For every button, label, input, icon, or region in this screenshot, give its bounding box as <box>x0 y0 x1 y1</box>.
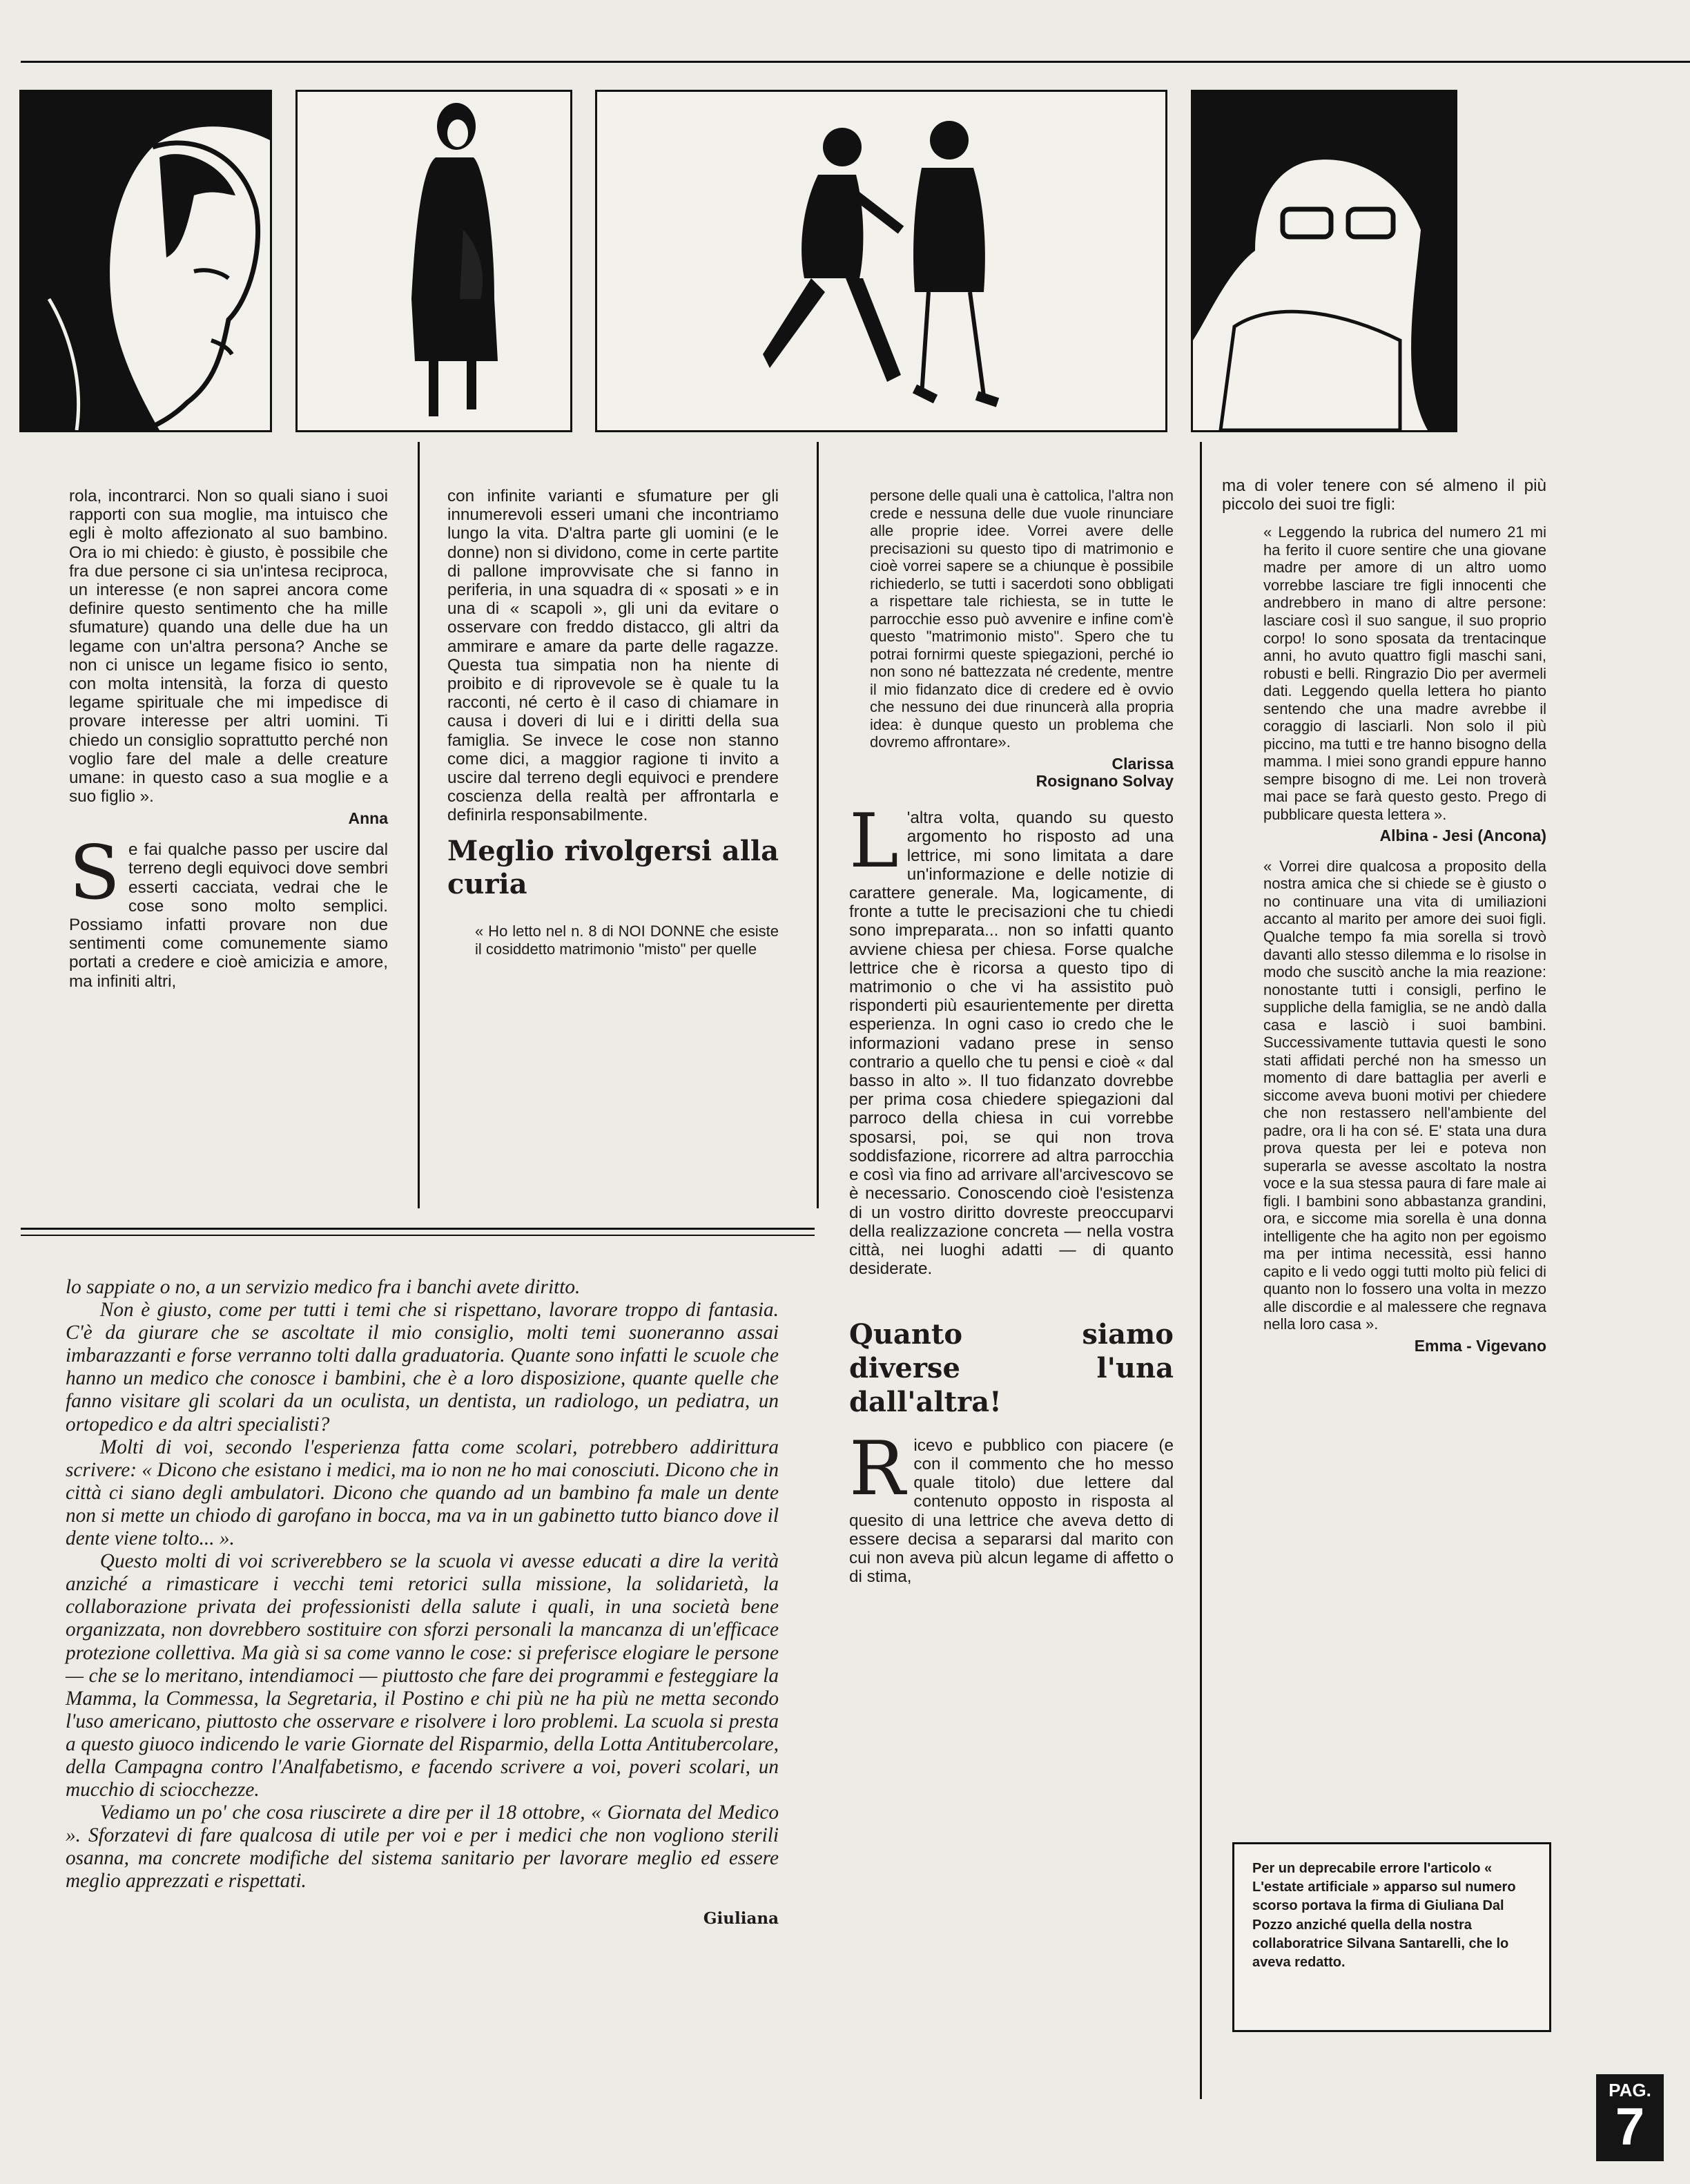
bottom-article-rule <box>21 1228 815 1230</box>
signature-emma: Emma - Vigevano <box>1414 1336 1546 1355</box>
drop-cap-l: L <box>849 798 899 885</box>
article-paragraph-2: Non è giusto, come per tutti i temi che si rispettano, lavorare troppo di fantasia. C'è da giurare che se ascoltate il mio consiglio, molti temi suoneranno assai imbarazzanti e forse verranno tolti dalla graduatoria. Quante sono infatti le scuole che hanno un medico che conosce i bambini, che è a loro disposizione, quante quelle che fanno visitare gli scolari da un oculista, un dentista, un radiologo, un pediatra, un ortopedico e da altri specialisti? <box>66 1299 779 1436</box>
reply-anna-text: e fai qualche passo per uscire dal terreno degli equivoci dove sembri esserti cacciata, vedrai che le cose sono molto semplici. Possiamo infatti provare non due sentimenti come comunemente siamo portati a credere e cioè amicizia e amore, ma infiniti altri, <box>69 840 388 991</box>
signature-anna: Anna <box>348 809 388 828</box>
signature-albina: Albina - Jesi (Ancona) <box>1379 827 1546 845</box>
intro-two-letters <box>849 1425 1174 1587</box>
letter-emma-text: « Vorrei dire qualcosa a proposito della nostra amica che si chiede se è giusto o no continuare una vita di umiliazioni accanto al marito per amore dei suoi figli. Qualche tempo fa mia sorella si trovò davanti allo stesso dilemma e lo risolse in modo che suscitò anche la mia reazione: nonostante tutti i consigli, perfino le suppliche della famiglia, se ne andò dalla casa e lasciò i suoi bambini. Successivamente tuttavia questi le sono stati affidati perché non ha smesso un momento di dare battaglia per averli e siccome aveva buoni motivi per chiedere che non restassero nell'ambiente del padre, ora li ha con sé. E' stata una dura prova questa per lei e poteva non superarla se avesse ascoltato la nostra voce e la sua stessa paura di fare male ai figli. I bambini sono abbastanza grandini, ora, e siccome mia sorella è una donna intelligente che ha agito non per egoismo ma per intima necessità, essi hanno capito e li vedo oggi tutti molto più felici di quanto non lo fossero una volta in mezzo alle discordie e al malessere che regnava nella loro casa ». <box>1263 857 1546 1333</box>
signature-clarissa-name: Clarissa <box>1111 754 1174 773</box>
woman-profile-drawing <box>21 92 270 430</box>
letters-column-2 <box>447 487 779 958</box>
man-glasses-illustration <box>1191 90 1457 432</box>
reply-clarissa-text: 'altra volta, quando su questo argomento ho risposto ad una lettrice, mi sono limitata a dare un'informazione e delle notizie di carattere generale. Ma, logicamente, di fronte a tutte le precisazioni che tu chiedi sono impreparata... non so infatti quanto avviene chiesa per chiesa. Forse qualche lettrice che è ricorsa a questo tipo di matrimonio o che vi ha assistito può risponderti più esaurientemente per diretta esperienza. In ogni caso io credo che le informazioni vadano prese in senso contrario a quello che tu pensi e cioè « dal basso in alto ». Il tuo fidanzato dovrebbe per prima cosa chiedere spiegazioni dal parroco della chiesa in cui vorrebbe sposarsi, poi, se qui non trova soddisfazione, ricorrere ad altra parrocchia e così via fino ad arrivare all'arcivescovo se è necessario. Conoscendo cioè l'esistenza di un vostro diritto dovreste preoccuparvi della realizzazione concreta — nella vostra città, nei luoghi adatti — di quanto desiderate. <box>849 809 1174 1279</box>
heading-meglio-rivolgersi: Meglio rivolgersi alla curia <box>447 834 779 901</box>
signature-clarissa-place: Rosignano Solvay <box>1036 772 1174 791</box>
letter-albina-text: « Leggendo la rubrica del numero 21 mi ha ferito il cuore sentire che una giovane madre per amore di un altro uomo vorrebbe lasciare tre figli innocenti che andrebbero in mano di altre persone: lasciare così il suo sangue, il suo proprio corpo! Io sono sposata da trentacinque anni, ho avuto quattro figli maschi sani, robusti e belli. Ringrazio Dio per avermeli dati. Leggendo quella lettera ho pianto sentendo che una madre avrebbe il coraggio di lasciarli. Non solo il più piccino, ma tutti e tre hanno bisogno della mamma. I miei sono grandi eppure hanno sempre bisogno di me. Lei non troverà mai pace se farà questo gesto. Prego di pubblicare questa lettera ». <box>1263 523 1546 823</box>
couple-running-illustration <box>595 90 1167 432</box>
letter-clarissa-text: persone delle quali una è cattolica, l'altra non crede e nessuna delle due vuole rinunciare alle proprie idee. Vorrei avere delle precisazioni su questo tipo di matrimonio e cioè vorrei sapere se a chiunque è possibile richiederlo, se tutti i sacerdoti sono obbligati a rispettare tale richiesta, se in tutte le parrocchie esso può avvenire e infine com'è questo "matrimonio misto". Spero che tu potrai fornirmi queste spiegazioni, perché io non sono né battezzata né credente, mentre il mio fidanzato dice di credere ed è ovvio che nessuno dei due rinuncerà alla propria idea: è dunque questo un problema che dovremo affrontare». <box>870 487 1174 751</box>
correction-note-text: Per un deprecabile errore l'articolo « L'estate artificiale » apparso sul numero scorso portava la firma di Giuliana Dal Pozzo anziché quella della nostra collaboratrice Silvana Santarelli, che lo aveva redatto. <box>1252 1861 1516 1970</box>
heading-quanto-siamo-diverse: Quanto siamo diverse l'una dall'altra! <box>849 1318 1174 1418</box>
reply-anna <box>69 830 388 991</box>
article-paragraph-5: Vediamo un po' che cosa riuscirete a dire per il 18 ottobre, « Giornata del Medico ». Sforzatevi di fare qualcosa di utile per voi e per i medici che non vogliono sterili osanna, ma concrete modifiche del sistema sanitario per lavorare meglio ed essere meglio apprezzati e rispettati. <box>66 1801 779 1893</box>
letter-clarissa-start: « Ho letto nel n. 8 di NOI DONNE che esiste il cosiddetto matrimonio "misto" per quelle <box>475 922 779 958</box>
letters-column-3 <box>849 487 1174 1586</box>
article-paragraph-3: Molti di voi, secondo l'esperienza fatta come scolari, potrebbero addirittura scrivere: « Dicono che esistano i medici, ma io non ne ho mai conosciuti. Dicono che in città ci siano degli ambulatori. Dicono che quando ad un bambino fa male un dente non si mette un chiodo di garofano in bocca, ma va in un gabinetto tutto bianco dove il dente viene tolto... ». <box>66 1436 779 1550</box>
intro-two-letters-text: icevo e pubblico con piacere (e con il commento che ho messo quale titolo) due lettere dal contenuto opposto in risposta al quesito di una lettrice che aveva detto di essere decisa a separarsi dal marito con cui non aveva più alcun legame di affetto o di stima, <box>849 1436 1174 1587</box>
letters-column-4 <box>1222 476 1546 1362</box>
article-paragraph-1: lo sappiate o no, a un servizio medico fra i banchi avete diritto. <box>66 1276 581 1298</box>
top-rule <box>21 61 1690 63</box>
intro-two-letters-continued: ma di voler tenere con sé almeno il più piccolo dei suoi tre figli: <box>1222 476 1546 514</box>
article-paragraph-4: Questo molti di voi scriverebbero se la scuola vi avesse educati a dire la verità anziché a rimasticare i vecchi temi retorici sulla missione, la solidarietà, la collaborazione privata dei professionisti della salute i quali, in una società bene organizzata, non dovrebbero sostituire con sforzi personali la mancanza di un'efficace protezione collettiva. Ma già si sa come vanno le cose: si preferisce elogiare le persone — che se lo meritano, intendiamoci — piuttosto che fare dei programmi e festeggiare la Mamma, la Commessa, la Segretaria, il Postino e chi più ne ha più ne metta secondo l'uso americano, piuttosto che osservare e risolvere i loro problemi. La scuola si presta a questo giuoco indicendo le varie Giornate del Risparmio, della Lotta Antitubercolare, della Campagna contro l'Analfabetismo, e facendo scrivere a voi, poveri scolari, un mucchio di sciocchezze. <box>66 1550 779 1801</box>
column-rule-1 <box>418 442 420 1208</box>
woman-walking-drawing <box>298 92 570 430</box>
page-number: 7 <box>1615 2098 1645 2156</box>
signature-giuliana: Giuliana <box>703 1908 779 1928</box>
woman-profile-illustration <box>19 90 272 432</box>
reply-anna-continued: con infinite varianti e sfumature per gli innumerevoli esseri umani che incontriamo lungo la vita. D'altra parte gli uomini (e le donne) non si dividono, come in certe partite di pallone improvvisate che si fanno in periferia, in una squadra di « sposati » e in una di « scapoli », gli uni da evitare o osservare con freddo distacco, gli altri da ammirare e amare da parte delle ragazze. Questa tua simpatia non ha niente di proibito e di riprovevole se è quale tu la racconti, né certo è il caso di chiamare in causa i doveri di lui e i diritti della sua famiglia. Se invece le cose non stanno come dici, a maggior ragione ti invito a uscire dal terreno degli equivoci e prendere coscienza della realtà per affrontarla e definirla responsabilmente. <box>447 487 779 825</box>
page-label: PAG. <box>1609 2080 1651 2100</box>
reply-clarissa <box>849 798 1174 1279</box>
man-glasses-drawing <box>1193 92 1455 430</box>
medical-service-article <box>66 1276 779 1935</box>
page-number-badge <box>1596 2074 1664 2161</box>
couple-running-drawing <box>597 92 1165 430</box>
letters-column-1 <box>69 487 388 991</box>
bottom-article-rule-2 <box>21 1235 815 1236</box>
drop-cap-r: R <box>849 1425 906 1512</box>
letter-anna-text: rola, incontrarci. Non so quali siano i suoi rapporti con sua moglie, ma intuisco che egli è molto affezionato al suo bambino. Ora io mi chiedo: è giusto, è possibile che fra due persone ci sia un'intesa reciproca, un interesse (e non saprei ancora come definire questo sentimento che ha mille sfumature) quando una delle due ha un legame con un'altra persona? Anche se non ci unisce un legame fisico io sento, con molta intensità, la forza di questo legame spirituale che mi impedisce di provare interesse per altri uomini. Ti chiedo un consiglio soprattutto perché non voglio fare del male a delle creature umane: in questo caso a sua moglie e a suo figlio ». <box>69 487 388 806</box>
drop-cap-s: S <box>69 830 120 917</box>
column-rule-2 <box>817 442 819 1208</box>
column-rule-3 <box>1200 442 1202 2099</box>
correction-note <box>1232 1842 1551 2032</box>
woman-walking-illustration <box>295 90 572 432</box>
